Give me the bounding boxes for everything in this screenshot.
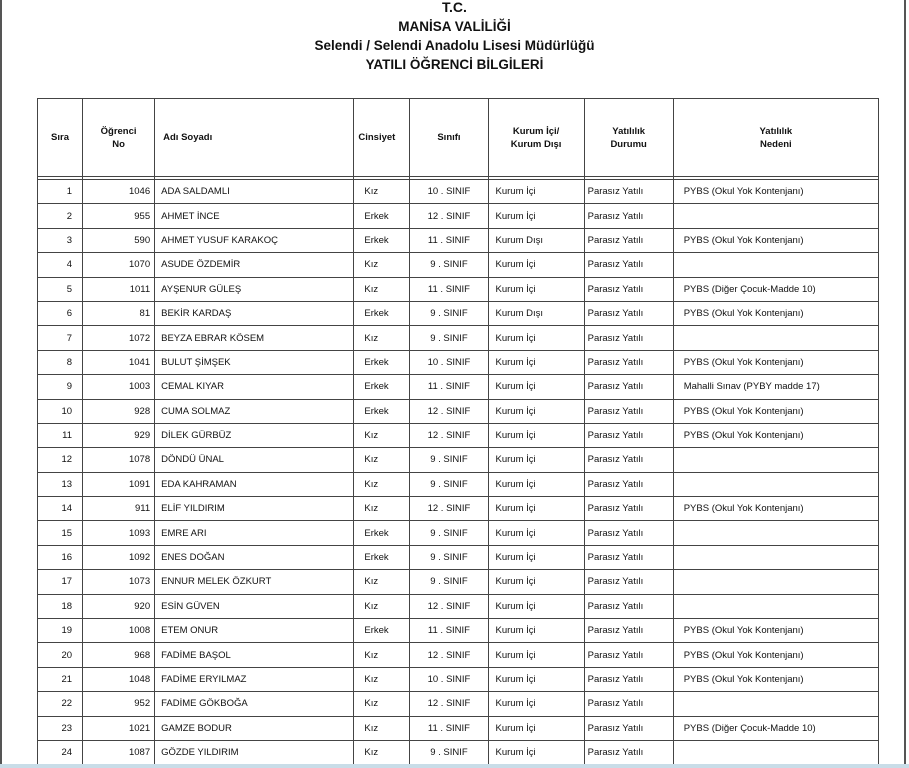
cell-boarding-reason: PYBS (Diğer Çocuk-Madde 10) <box>673 277 878 301</box>
cell-boarding-status: Parasız Yatılı <box>584 521 673 545</box>
cell-gender: Erkek <box>354 204 410 228</box>
cell-gender: Erkek <box>354 619 410 643</box>
cell-boarding-reason <box>673 692 878 716</box>
header-line-4: YATILI ÖĞRENCİ BİLGİLERİ <box>365 57 544 72</box>
table-row <box>38 301 879 325</box>
cell-student-no: 1048 <box>83 667 155 691</box>
cell-sira: 19 <box>38 619 83 643</box>
cell-class: 10 . SINIF <box>410 350 488 374</box>
cell-class: 12 . SINIF <box>410 594 488 618</box>
cell-boarding-status: Parasız Yatılı <box>584 399 673 423</box>
cell-gender: Kız <box>354 448 410 472</box>
cell-name: ASUDE ÖZDEMİR <box>155 253 354 277</box>
cell-boarding-status: Parasız Yatılı <box>584 740 673 764</box>
cell-name: ETEM ONUR <box>155 619 354 643</box>
table-row <box>38 497 879 521</box>
cell-boarding-status: Parasız Yatılı <box>584 301 673 325</box>
cell-boarding-reason <box>673 570 878 594</box>
cell-sira: 14 <box>38 497 83 521</box>
cell-student-no: 1078 <box>83 448 155 472</box>
cell-gender: Kız <box>354 180 410 204</box>
cell-boarding-reason <box>673 472 878 496</box>
cell-student-no: 1072 <box>83 326 155 350</box>
cell-boarding-reason: PYBS (Okul Yok Kontenjanı) <box>673 301 878 325</box>
cell-class: 12 . SINIF <box>410 497 488 521</box>
cell-name: FADİME ERYILMAZ <box>155 667 354 691</box>
cell-gender: Erkek <box>354 521 410 545</box>
cell-student-no: 1087 <box>83 740 155 764</box>
cell-institution: Kurum İçi <box>488 716 584 740</box>
cell-gender: Kız <box>354 667 410 691</box>
cell-boarding-reason: PYBS (Okul Yok Kontenjanı) <box>673 497 878 521</box>
cell-name: DİLEK GÜRBÜZ <box>155 423 354 447</box>
table-row <box>38 204 879 228</box>
cell-sira: 23 <box>38 716 83 740</box>
cell-class: 9 . SINIF <box>410 253 488 277</box>
table-row <box>38 399 879 423</box>
cell-name: EMRE ARI <box>155 521 354 545</box>
cell-sira: 22 <box>38 692 83 716</box>
cell-class: 9 . SINIF <box>410 545 488 569</box>
cell-boarding-reason <box>673 204 878 228</box>
cell-class: 11 . SINIF <box>410 277 488 301</box>
cell-gender: Kız <box>354 253 410 277</box>
cell-boarding-status: Parasız Yatılı <box>584 716 673 740</box>
cell-boarding-status: Parasız Yatılı <box>584 692 673 716</box>
table-header <box>38 99 879 180</box>
cell-student-no: 929 <box>83 423 155 447</box>
cell-name: ENES DOĞAN <box>155 545 354 569</box>
cell-class: 9 . SINIF <box>410 301 488 325</box>
col-header-no: Öğrenci No <box>83 99 155 177</box>
cell-boarding-status: Parasız Yatılı <box>584 253 673 277</box>
header-line-1: T.C. <box>442 0 467 15</box>
cell-gender: Kız <box>354 643 410 667</box>
table-row <box>38 326 879 350</box>
table-row <box>38 253 879 277</box>
cell-student-no: 1021 <box>83 716 155 740</box>
cell-boarding-reason: PYBS (Okul Yok Kontenjanı) <box>673 228 878 252</box>
header-line-2: MANİSA VALİLİĞİ <box>398 19 511 34</box>
cell-student-no: 1073 <box>83 570 155 594</box>
cell-student-no: 81 <box>83 301 155 325</box>
cell-sira: 5 <box>38 277 83 301</box>
cell-boarding-reason: PYBS (Okul Yok Kontenjanı) <box>673 350 878 374</box>
cell-class: 11 . SINIF <box>410 716 488 740</box>
cell-boarding-reason <box>673 740 878 764</box>
cell-name: ELİF YILDIRIM <box>155 497 354 521</box>
cell-gender: Kız <box>354 423 410 447</box>
cell-institution: Kurum İçi <box>488 350 584 374</box>
cell-gender: Erkek <box>354 399 410 423</box>
cell-sira: 3 <box>38 228 83 252</box>
cell-boarding-status: Parasız Yatılı <box>584 180 673 204</box>
cell-student-no: 1093 <box>83 521 155 545</box>
cell-institution: Kurum İçi <box>488 619 584 643</box>
cell-gender: Erkek <box>354 228 410 252</box>
cell-class: 9 . SINIF <box>410 570 488 594</box>
cell-boarding-reason: PYBS (Okul Yok Kontenjanı) <box>673 643 878 667</box>
cell-boarding-reason <box>673 521 878 545</box>
cell-gender: Kız <box>354 497 410 521</box>
cell-student-no: 920 <box>83 594 155 618</box>
cell-institution: Kurum İçi <box>488 423 584 447</box>
cell-boarding-status: Parasız Yatılı <box>584 497 673 521</box>
table-row <box>38 277 879 301</box>
cell-student-no: 1091 <box>83 472 155 496</box>
table-row <box>38 423 879 447</box>
cell-boarding-status: Parasız Yatılı <box>584 350 673 374</box>
cell-boarding-status: Parasız Yatılı <box>584 326 673 350</box>
cell-name: BULUT ŞİMŞEK <box>155 350 354 374</box>
cell-sira: 20 <box>38 643 83 667</box>
cell-student-no: 1092 <box>83 545 155 569</box>
table-row <box>38 594 879 618</box>
col-header-neden: Yatılılık Nedeni <box>673 99 878 177</box>
cell-class: 11 . SINIF <box>410 619 488 643</box>
cell-sira: 12 <box>38 448 83 472</box>
cell-name: AHMET YUSUF KARAKOÇ <box>155 228 354 252</box>
cell-sira: 11 <box>38 423 83 447</box>
cell-boarding-reason: PYBS (Diğer Çocuk-Madde 10) <box>673 716 878 740</box>
cell-gender: Kız <box>354 326 410 350</box>
cell-institution: Kurum İçi <box>488 497 584 521</box>
cell-sira: 24 <box>38 740 83 764</box>
cell-institution: Kurum İçi <box>488 472 584 496</box>
cell-class: 9 . SINIF <box>410 472 488 496</box>
cell-boarding-reason: PYBS (Okul Yok Kontenjanı) <box>673 667 878 691</box>
cell-boarding-status: Parasız Yatılı <box>584 667 673 691</box>
cell-boarding-status: Parasız Yatılı <box>584 423 673 447</box>
cell-boarding-status: Parasız Yatılı <box>584 570 673 594</box>
cell-institution: Kurum İçi <box>488 521 584 545</box>
table-row <box>38 375 879 399</box>
header-line-3: Selendi / Selendi Anadolu Lisesi Müdürlüğü <box>314 38 595 53</box>
document-header <box>0 0 909 74</box>
table-row <box>38 643 879 667</box>
table-row <box>38 692 879 716</box>
cell-boarding-status: Parasız Yatılı <box>584 228 673 252</box>
cell-sira: 21 <box>38 667 83 691</box>
cell-sira: 8 <box>38 350 83 374</box>
cell-boarding-status: Parasız Yatılı <box>584 204 673 228</box>
cell-institution: Kurum İçi <box>488 643 584 667</box>
cell-boarding-reason: Mahalli Sınav (PYBY madde 17) <box>673 375 878 399</box>
cell-name: FADİME GÖKBOĞA <box>155 692 354 716</box>
cell-boarding-status: Parasız Yatılı <box>584 619 673 643</box>
cell-name: AHMET İNCE <box>155 204 354 228</box>
cell-name: BEYZA EBRAR KÖSEM <box>155 326 354 350</box>
cell-sira: 2 <box>38 204 83 228</box>
table-row <box>38 180 879 204</box>
cell-sira: 13 <box>38 472 83 496</box>
cell-institution: Kurum İçi <box>488 399 584 423</box>
cell-name: ESİN GÜVEN <box>155 594 354 618</box>
cell-institution: Kurum İçi <box>488 545 584 569</box>
cell-boarding-reason <box>673 326 878 350</box>
cell-boarding-reason <box>673 545 878 569</box>
cell-student-no: 590 <box>83 228 155 252</box>
cell-name: DÖNDÜ ÜNAL <box>155 448 354 472</box>
cell-institution: Kurum İçi <box>488 594 584 618</box>
table-row <box>38 472 879 496</box>
cell-gender: Kız <box>354 570 410 594</box>
viewer-bottom-bar <box>0 764 909 768</box>
cell-name: ADA SALDAMLI <box>155 180 354 204</box>
table-row <box>38 545 879 569</box>
cell-class: 9 . SINIF <box>410 740 488 764</box>
cell-student-no: 1041 <box>83 350 155 374</box>
cell-name: GAMZE BODUR <box>155 716 354 740</box>
cell-class: 12 . SINIF <box>410 204 488 228</box>
cell-student-no: 1070 <box>83 253 155 277</box>
cell-institution: Kurum İçi <box>488 180 584 204</box>
cell-institution: Kurum İçi <box>488 570 584 594</box>
cell-class: 9 . SINIF <box>410 448 488 472</box>
table-row <box>38 619 879 643</box>
cell-boarding-status: Parasız Yatılı <box>584 472 673 496</box>
student-table <box>37 98 879 765</box>
cell-boarding-reason: PYBS (Okul Yok Kontenjanı) <box>673 180 878 204</box>
cell-name: CUMA SOLMAZ <box>155 399 354 423</box>
cell-student-no: 952 <box>83 692 155 716</box>
cell-sira: 9 <box>38 375 83 399</box>
cell-sira: 15 <box>38 521 83 545</box>
table-row <box>38 570 879 594</box>
cell-institution: Kurum İçi <box>488 277 584 301</box>
table-row <box>38 667 879 691</box>
page-edge-left <box>0 0 2 768</box>
cell-class: 12 . SINIF <box>410 423 488 447</box>
cell-class: 12 . SINIF <box>410 692 488 716</box>
cell-institution: Kurum İçi <box>488 448 584 472</box>
cell-sira: 4 <box>38 253 83 277</box>
cell-institution: Kurum Dışı <box>488 228 584 252</box>
cell-name: ENNUR MELEK ÖZKURT <box>155 570 354 594</box>
col-header-sex: Cinsiyet <box>354 99 410 177</box>
cell-boarding-status: Parasız Yatılı <box>584 594 673 618</box>
cell-sira: 10 <box>38 399 83 423</box>
cell-gender: Erkek <box>354 301 410 325</box>
cell-gender: Erkek <box>354 350 410 374</box>
cell-class: 12 . SINIF <box>410 399 488 423</box>
cell-boarding-status: Parasız Yatılı <box>584 448 673 472</box>
table-row <box>38 716 879 740</box>
cell-name: AYŞENUR GÜLEŞ <box>155 277 354 301</box>
cell-class: 10 . SINIF <box>410 667 488 691</box>
cell-boarding-status: Parasız Yatılı <box>584 545 673 569</box>
cell-institution: Kurum İçi <box>488 667 584 691</box>
cell-name: EDA KAHRAMAN <box>155 472 354 496</box>
cell-name: GÖZDE YILDIRIM <box>155 740 354 764</box>
cell-sira: 16 <box>38 545 83 569</box>
col-header-sinif: Sınıfı <box>410 99 488 177</box>
cell-gender: Erkek <box>354 375 410 399</box>
cell-student-no: 1008 <box>83 619 155 643</box>
cell-class: 12 . SINIF <box>410 643 488 667</box>
table-row <box>38 228 879 252</box>
cell-name: BEKİR KARDAŞ <box>155 301 354 325</box>
table-row <box>38 740 879 764</box>
cell-student-no: 911 <box>83 497 155 521</box>
cell-gender: Kız <box>354 740 410 764</box>
cell-student-no: 928 <box>83 399 155 423</box>
cell-sira: 18 <box>38 594 83 618</box>
cell-gender: Kız <box>354 472 410 496</box>
cell-gender: Kız <box>354 692 410 716</box>
cell-gender: Kız <box>354 716 410 740</box>
cell-class: 11 . SINIF <box>410 228 488 252</box>
cell-student-no: 1003 <box>83 375 155 399</box>
cell-boarding-status: Parasız Yatılı <box>584 375 673 399</box>
cell-boarding-reason <box>673 594 878 618</box>
cell-class: 9 . SINIF <box>410 326 488 350</box>
cell-institution: Kurum İçi <box>488 253 584 277</box>
cell-gender: Kız <box>354 277 410 301</box>
col-header-durum: Yatılılık Durumu <box>584 99 673 177</box>
cell-institution: Kurum Dışı <box>488 301 584 325</box>
cell-boarding-reason <box>673 253 878 277</box>
table-row <box>38 448 879 472</box>
page-edge-right <box>904 0 906 768</box>
table-row <box>38 350 879 374</box>
col-header-sira: Sıra <box>38 99 83 177</box>
cell-class: 10 . SINIF <box>410 180 488 204</box>
cell-institution: Kurum İçi <box>488 204 584 228</box>
cell-sira: 1 <box>38 180 83 204</box>
col-header-name: Adı Soyadı <box>155 99 354 177</box>
cell-institution: Kurum İçi <box>488 692 584 716</box>
cell-student-no: 1011 <box>83 277 155 301</box>
cell-class: 9 . SINIF <box>410 521 488 545</box>
cell-boarding-reason: PYBS (Okul Yok Kontenjanı) <box>673 399 878 423</box>
cell-student-no: 1046 <box>83 180 155 204</box>
cell-institution: Kurum İçi <box>488 326 584 350</box>
cell-sira: 6 <box>38 301 83 325</box>
col-header-kurum: Kurum İçi/ Kurum Dışı <box>488 99 584 177</box>
cell-boarding-status: Parasız Yatılı <box>584 643 673 667</box>
table-body <box>38 180 879 765</box>
cell-student-no: 955 <box>83 204 155 228</box>
cell-boarding-reason: PYBS (Okul Yok Kontenjanı) <box>673 423 878 447</box>
cell-class: 11 . SINIF <box>410 375 488 399</box>
cell-gender: Erkek <box>354 545 410 569</box>
cell-institution: Kurum İçi <box>488 740 584 764</box>
cell-name: CEMAL KIYAR <box>155 375 354 399</box>
cell-student-no: 968 <box>83 643 155 667</box>
cell-institution: Kurum İçi <box>488 375 584 399</box>
cell-name: FADİME BAŞOL <box>155 643 354 667</box>
cell-boarding-reason <box>673 448 878 472</box>
cell-sira: 17 <box>38 570 83 594</box>
cell-boarding-reason: PYBS (Okul Yok Kontenjanı) <box>673 619 878 643</box>
table-row <box>38 521 879 545</box>
cell-gender: Kız <box>354 594 410 618</box>
cell-boarding-status: Parasız Yatılı <box>584 277 673 301</box>
cell-sira: 7 <box>38 326 83 350</box>
